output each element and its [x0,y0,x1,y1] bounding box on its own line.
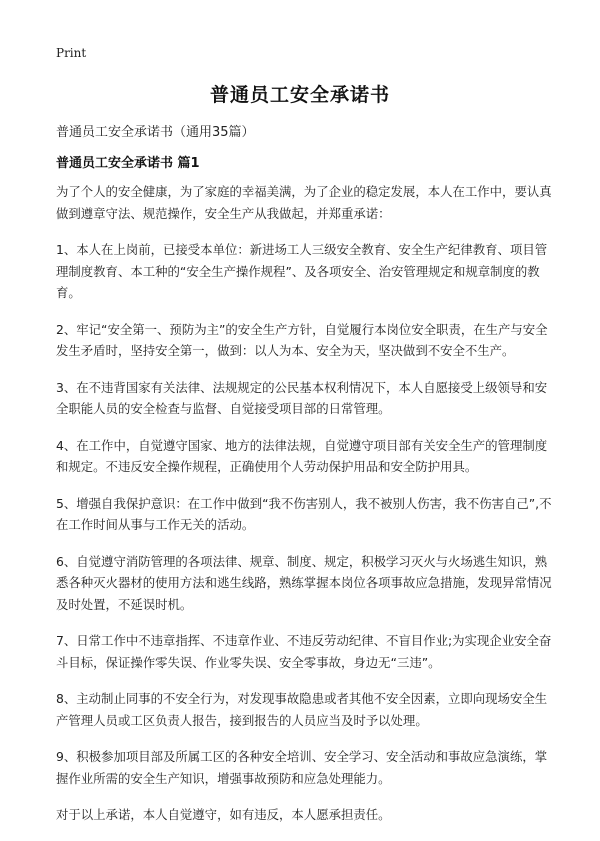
document-body [56,181,552,841]
clause-8: 8、主动制止同事的不安全行为，对发现事故隐患或者其他不安全因素，立即向现场安全生产管理人员或工区负责人报告，接到报告的人员应当及时予以处理。 [56,691,548,728]
clause-9: 9、积极参加项目部及所属工区的各种安全培训、安全学习、安全活动和事故应急演练，掌握作业所需的安全生产知识，增强事故预防和应急处理能力。 [56,749,548,786]
clause-6: 6、自觉遵守消防管理的各项法律、规章、制度、规定，积极学习灭火与火场逃生知识，熟悉各种灭火器材的使用方法和逃生线路，熟练掌握本岗位各项事故应急措施，发现异常情况及时处置，不延误时机。 [56,553,552,612]
clause-1: 1、本人在上岗前，已接受本单位：新进场工人三级安全教育、安全生产纪律教育、项目管理制度教育、本工种的“安全生产操作规程”、及各项安全、治安管理规定和规章制度的教育。 [56,242,548,300]
document-subtitle: 普通员工安全承诺书（通用35篇） [56,125,255,140]
clause-7: 7、日常工作中不违章指挥、不违章作业、不违反劳动纪律、不盲目作业;为实现企业安全奋斗目标，保证操作零失误、作业零失误、安全零事故，身边无“三违”。 [56,633,552,670]
closing-paragraph: 对于以上承诺，本人自觉遵守，如有违反，本人愿承担责任。 [56,807,391,822]
clause-5: 5、增强自我保护意识：在工作中做到“我不伤害别人，我不被别人伤害，我不伤害自己”,不在工作时间从事与工作无关的活动。 [56,495,552,532]
intro-paragraph: 为了个人的安全健康，为了家庭的幸福美满，为了企业的稳定发展，本人在工作中，要认真做到遵章守法、规范操作，安全生产从我做起，并郑重承诺： [56,184,552,221]
section-heading: 普通员工安全承诺书 篇1 [56,156,200,171]
print-link[interactable]: Print [56,46,87,60]
document-title: 普通员工安全承诺书 [209,84,390,106]
clause-4: 4、在工作中，自觉遵守国家、地方的法律法规，自觉遵守项目部有关安全生产的管理制度和规定。不违反安全操作规程，正确使用个人劳动保护用品和安全防护用具。 [56,437,548,474]
clause-2: 2、牢记“安全第一、预防为主”的安全生产方针，自觉履行本岗位安全职责，在生产与安全发生矛盾时，坚持安全第一，做到：以人为本、安全为天，坚决做到不安全不生产。 [56,321,548,358]
clause-3: 3、在不违背国家有关法律、法规规定的公民基本权利情况下，本人自愿接受上级领导和安全职能人员的安全检查与监督、自觉接受项目部的日常管理。 [56,379,548,416]
